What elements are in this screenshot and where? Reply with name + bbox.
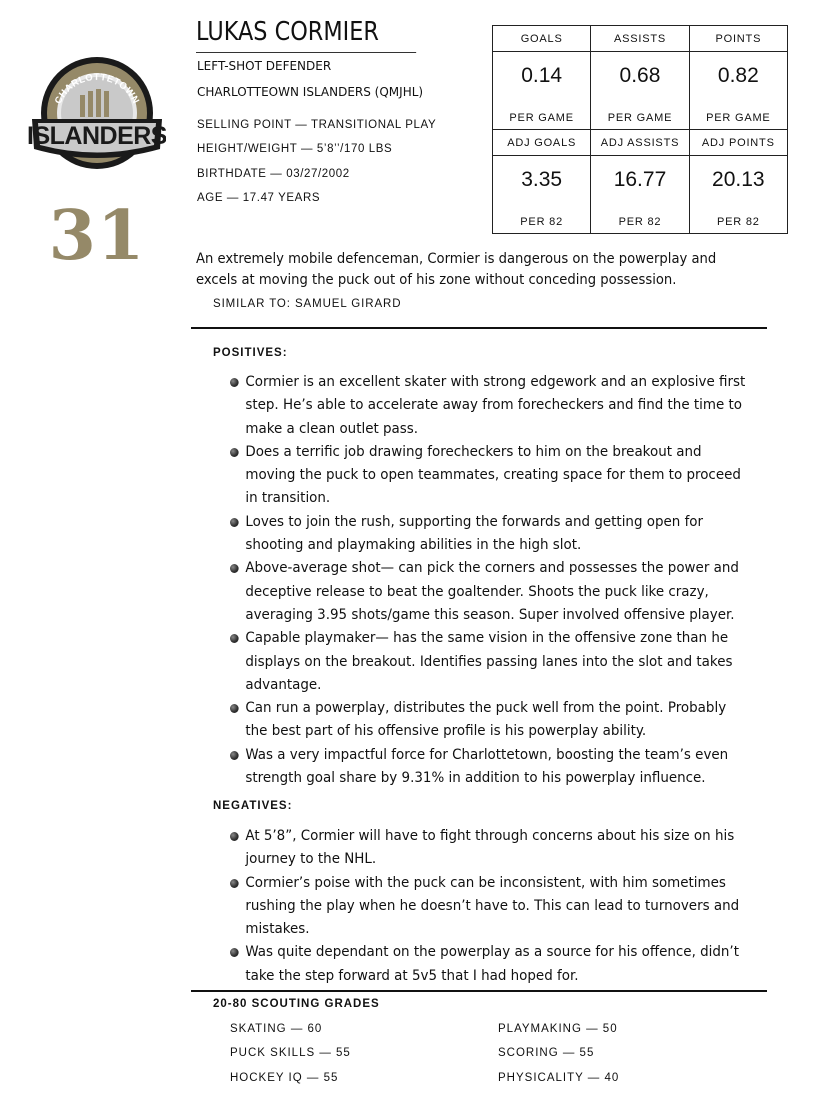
list-item-text: Cormier’s poise with the puck can be inconsistent, with him sometimes rushing the play when he doesn’t have to. This can lead to turnovers and mistakes. [245, 874, 740, 938]
list-item [230, 825, 748, 872]
list-item-text: Does a terrific job drawing forecheckers to him on the breakout and moving the puck to open teammates, creating space for them to proceed in transition. [245, 443, 741, 507]
stat-cell-adj-points [689, 156, 787, 234]
player-team: CHARLOTTEOWN ISLANDERS (QMJHL) [197, 85, 424, 99]
stat-cell-adj-goals [493, 156, 591, 234]
list-item-text: Can run a powerplay, distributes the puck well from the point. Probably the best part of his offensive profile is his powerplay ability. [245, 700, 727, 740]
stat-cell-goals [493, 52, 591, 130]
stat-points-per-game: 0.82 [717, 64, 759, 87]
stat-cell-assists [591, 52, 689, 130]
bullet-icon [230, 634, 239, 643]
list-item [230, 627, 748, 697]
grade-hockey-iq: HOCKEY IQ — 55 [230, 1072, 339, 1084]
stat-header-goals: GOALS [493, 26, 591, 52]
bullet-icon [230, 564, 239, 573]
bullet-icon [230, 448, 239, 457]
bullet-icon [230, 879, 239, 888]
divider [191, 990, 767, 992]
stat-header-adj-assists: ADJ ASSISTS [591, 130, 689, 156]
bullet-icon [230, 518, 239, 527]
list-item-text: Was quite dependant on the powerplay as a source for his offence, didn’t take the step forward at 5v5 that I had hoped for. [245, 944, 739, 984]
selling-point: SELLING POINT — TRANSITIONAL PLAY [197, 119, 437, 131]
stats-table [492, 25, 788, 234]
stat-adj-assists: 16.77 [613, 168, 667, 191]
list-item [230, 371, 748, 441]
list-item [230, 872, 748, 942]
stat-assists-per-game: 0.68 [619, 64, 661, 87]
bullet-icon [230, 832, 239, 841]
list-item-text: Capable playmaker— has the same vision in the offensive zone than he displays on the breakout. Identifies passing lanes into the slot and takes advantage. [245, 630, 733, 693]
list-item [230, 744, 748, 791]
stat-label: PER 82 [618, 216, 662, 228]
stats-per-82-row [493, 156, 788, 234]
logo-top-text: CHARLOTTETOWN [52, 71, 142, 106]
player-position: LEFT-SHOT DEFENDER [197, 59, 332, 73]
stat-header-points: POINTS [689, 26, 787, 52]
stat-adj-goals: 3.35 [521, 168, 563, 191]
stat-goals-per-game: 0.14 [521, 64, 563, 87]
stat-adj-points: 20.13 [712, 168, 765, 191]
grade-playmaking: PLAYMAKING — 50 [498, 1023, 618, 1035]
positives-list [230, 371, 770, 790]
logo-main-text: ISLANDERS [28, 122, 166, 150]
list-item [230, 557, 748, 627]
positives-heading: POSITIVES: [213, 347, 288, 359]
bullet-icon [230, 378, 239, 387]
player-name: LUKAS CORMIER [196, 15, 416, 53]
stat-header-assists: ASSISTS [591, 26, 689, 52]
list-item [230, 941, 748, 988]
height-weight: HEIGHT/WEIGHT — 5’8’’/170 LBS [197, 143, 393, 155]
list-item-text: Loves to join the rush, supporting the forwards and getting open for shooting and playmaking abilities in the high slot. [245, 513, 704, 554]
divider [191, 327, 767, 329]
grade-physicality: PHYSICALITY — 40 [498, 1072, 620, 1084]
bullet-icon [230, 948, 239, 957]
list-item-text: At 5’8”, Cormier will have to fight through concerns about his size on his journey to the NHL. [245, 828, 735, 868]
list-item-text: Cormier is an excellent skater with strong edgework and an explosive first step. He’s able to accelerate away from forecheckers and find the time to make a clean outlet pass. [245, 374, 746, 437]
grade-scoring: SCORING — 55 [498, 1047, 595, 1059]
stats-adj-header-row [493, 130, 788, 156]
bullet-icon [230, 704, 239, 713]
stat-label: PER GAME [607, 112, 673, 124]
stats-header-row [493, 26, 788, 52]
grade-puck-skills: PUCK SKILLS — 55 [230, 1047, 351, 1059]
stat-label: PER 82 [716, 216, 760, 228]
player-summary: An extremely mobile defenceman, Cormier is dangerous on the powerplay and excels at moving the puck out of his zone without conceding possession. [196, 251, 717, 288]
stat-cell-adj-assists [591, 156, 689, 234]
list-item [230, 511, 748, 558]
negatives-list [230, 825, 770, 988]
list-item [230, 441, 748, 511]
grades-heading: 20-80 SCOUTING GRADES [213, 998, 380, 1010]
stat-label: PER GAME [706, 112, 771, 124]
stat-header-adj-points: ADJ POINTS [689, 130, 787, 156]
list-item [230, 697, 748, 744]
list-item-text: Was a very impactful force for Charlottetown, boosting the team’s even strength goal share by 9.31% in addition to his powerplay influence. [245, 746, 729, 787]
list-item-text: Above-average shot— can pick the corners and possesses the power and deceptive release to beat the goaltender. Shoots the puck like crazy, averaging 3.95 shots/game this season. Super involved offensive player. [245, 560, 739, 623]
team-logo [28, 55, 166, 173]
grade-skating: SKATING — 60 [230, 1023, 323, 1035]
stat-header-adj-goals: ADJ GOALS [493, 130, 591, 156]
stat-label: PER GAME [509, 112, 574, 124]
similar-player: SIMILAR TO: SAMUEL GIRARD [213, 298, 402, 310]
bullet-icon [230, 751, 239, 760]
stats-per-game-row [493, 52, 788, 130]
age: AGE — 17.47 YEARS [197, 192, 321, 204]
negatives-heading: NEGATIVES: [213, 800, 293, 812]
birthdate: BIRTHDATE — 03/27/2002 [197, 168, 350, 180]
jersey-number: 31 [48, 196, 146, 276]
stat-cell-points [689, 52, 787, 130]
stat-label: PER 82 [520, 216, 564, 228]
